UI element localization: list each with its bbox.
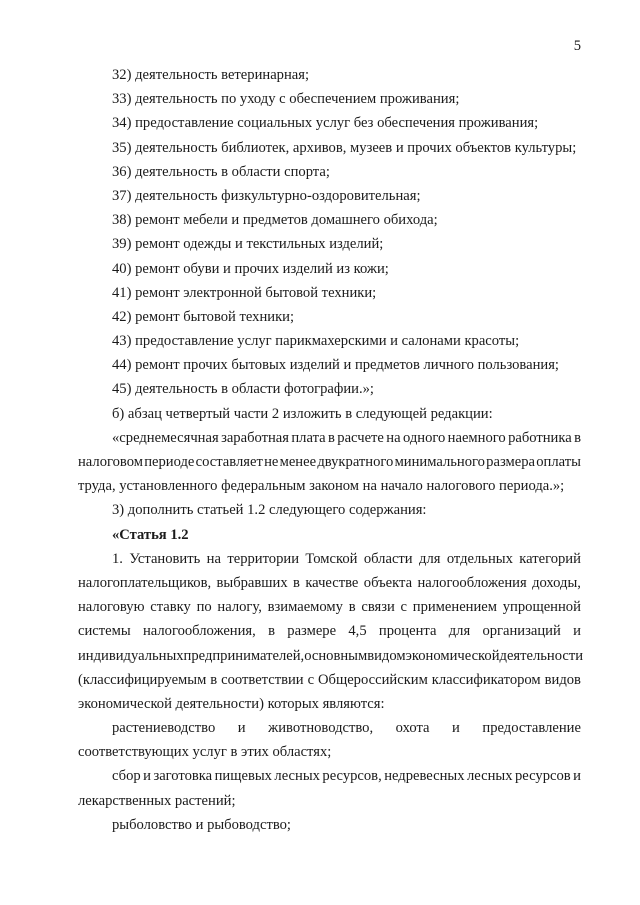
word: работника xyxy=(508,429,572,446)
word: охота xyxy=(395,720,430,737)
word: налоговом xyxy=(78,454,143,470)
amendment-b: б) абзац четвертый части 2 изложить в следующей редакции: xyxy=(112,405,493,422)
word: не xyxy=(264,454,279,470)
word: лесных xyxy=(467,768,513,785)
word: составляет xyxy=(195,454,263,470)
list-item: 44) ремонт прочих бытовых изделий и предметов личного пользования; xyxy=(112,357,559,374)
word: налогообложения, xyxy=(142,623,256,640)
word: взимаемому xyxy=(267,599,343,616)
word: и xyxy=(573,768,581,785)
paragraph-line xyxy=(78,571,581,595)
word: видов xyxy=(544,671,581,688)
word: налогообложения xyxy=(417,574,527,591)
word: Томской xyxy=(305,550,358,567)
paragraph-line xyxy=(78,668,581,692)
list-item: 38) ремонт мебели и предметов домашнего обихода; xyxy=(112,212,438,229)
word: деятельности xyxy=(499,647,584,664)
activity-item-2 xyxy=(78,764,581,812)
word: Установить xyxy=(129,550,201,567)
word: размере xyxy=(287,623,337,640)
word: индивидуальных xyxy=(78,647,184,664)
word: недревесных xyxy=(384,768,465,785)
list-item: 42) ремонт бытовой техники; xyxy=(112,308,295,325)
word: для xyxy=(419,550,441,567)
word: экономической xyxy=(405,647,500,664)
word: ресурсов, xyxy=(322,768,382,785)
word: оплаты xyxy=(536,454,581,470)
word: наемного xyxy=(447,429,506,446)
word: по xyxy=(196,599,212,616)
word: в xyxy=(210,671,218,688)
word: налогоплательщиков, xyxy=(78,574,212,591)
word: ставку xyxy=(150,599,191,616)
word: налоговую xyxy=(78,599,145,616)
word: системы xyxy=(78,623,131,640)
word: в xyxy=(268,623,275,640)
document-body xyxy=(78,63,584,837)
word: и xyxy=(237,720,246,737)
list-item: 35) деятельность библиотек, архивов, музеев и прочих объектов культуры; xyxy=(112,139,577,156)
word: объекта xyxy=(363,574,413,591)
word: с xyxy=(400,599,408,616)
word: налогу, xyxy=(217,599,262,616)
list-item: 39) ремонт одежды и текстильных изделий; xyxy=(112,236,384,253)
word: одного xyxy=(402,429,446,446)
word: размера xyxy=(486,454,535,470)
word: на xyxy=(206,550,221,567)
word: в xyxy=(574,429,581,446)
activity-item-1 xyxy=(78,716,581,764)
article-heading: «Статья 1.2 xyxy=(112,526,189,543)
word: растениеводство xyxy=(112,720,216,737)
list-item: 45) деятельность в области фотографии.»; xyxy=(112,381,374,398)
word: упрощенной xyxy=(502,599,581,616)
word: менее xyxy=(279,454,317,470)
word: животноводство, xyxy=(268,720,374,737)
paragraph-line xyxy=(78,595,581,619)
article-paragraph-1 xyxy=(78,547,584,716)
word: категорий xyxy=(519,550,581,567)
word: основным xyxy=(304,647,368,664)
paragraph-line xyxy=(78,619,581,643)
word: качестве xyxy=(305,574,359,591)
page-number: 5 xyxy=(573,38,581,54)
word: и xyxy=(452,720,460,737)
paragraph-line xyxy=(78,644,584,668)
activity-item-3: рыболовство и рыбоводство; xyxy=(112,816,291,833)
paragraph-line: экономической деятельности) которых являются: xyxy=(78,695,385,712)
word: видом xyxy=(367,647,406,664)
word: доходы, xyxy=(532,574,581,591)
word: на xyxy=(386,429,401,446)
word: пищевых xyxy=(214,768,272,785)
paragraph-line xyxy=(78,547,581,571)
list-item: 37) деятельность физкультурно-оздоровительная; xyxy=(112,187,421,204)
paragraph-line xyxy=(78,450,581,474)
word: с xyxy=(307,671,315,688)
word: Общероссийским xyxy=(318,671,428,688)
list-item: 34) предоставление социальных услуг без обеспечения проживания; xyxy=(112,115,539,132)
word: классификатором xyxy=(431,671,541,688)
paragraph-line: лекарственных растений; xyxy=(78,792,236,809)
word: территории xyxy=(227,550,300,567)
list-item: 32) деятельность ветеринарная; xyxy=(112,67,310,83)
word: процента xyxy=(378,623,437,640)
word: периоде xyxy=(144,454,195,470)
list-item: 40) ремонт обуви и прочих изделий из кожи; xyxy=(112,260,389,277)
word: в xyxy=(348,599,356,616)
paragraph-line: соответствующих услуг в этих областях; xyxy=(78,744,332,761)
word: заготовка xyxy=(153,768,213,785)
paragraph-line xyxy=(78,716,581,740)
word: 1. xyxy=(112,550,123,567)
quoted-paragraph xyxy=(78,426,581,499)
word: и xyxy=(143,768,151,785)
paragraph-line xyxy=(78,764,581,788)
word: сбор xyxy=(112,768,141,785)
list-item: 43) предоставление услуг парикмахерскими и салонами красоты; xyxy=(112,333,520,350)
list-item: 33) деятельность по уходу с обеспечением проживания; xyxy=(112,91,460,108)
word: отдельных xyxy=(446,550,513,567)
word: применением xyxy=(412,599,498,616)
paragraph-line xyxy=(78,426,581,450)
word: связи xyxy=(361,599,395,616)
amendment-3: 3) дополнить статьей 1.2 следующего содержания: xyxy=(112,502,427,519)
word: «среднемесячная xyxy=(112,429,219,446)
word: расчете xyxy=(337,429,384,446)
word: ресурсов xyxy=(515,768,571,785)
word: и xyxy=(573,623,581,640)
word: (классифицируемым xyxy=(78,671,207,688)
word: области xyxy=(363,550,413,567)
word: плата xyxy=(291,429,326,446)
list-item: 41) ремонт электронной бытовой техники; xyxy=(112,284,377,301)
word: в xyxy=(293,574,300,591)
word: для xyxy=(448,623,471,640)
word: организаций xyxy=(482,623,561,640)
word: заработная xyxy=(221,429,289,446)
word: в xyxy=(327,429,335,446)
word: выбравших xyxy=(216,574,288,591)
activity-list xyxy=(78,63,581,402)
word: лесных xyxy=(274,768,320,785)
word: соответствии xyxy=(221,671,304,688)
list-item: 36) деятельность в области спорта; xyxy=(112,163,330,180)
word: 4,5 xyxy=(348,623,367,640)
word: предпринимателей, xyxy=(183,647,305,664)
word: двукратного xyxy=(317,454,394,470)
word: минимального xyxy=(394,454,485,470)
paragraph-line: труда, установленного федеральным законом на начало налогового периода.»; xyxy=(78,478,565,495)
word: предоставление xyxy=(482,720,581,737)
